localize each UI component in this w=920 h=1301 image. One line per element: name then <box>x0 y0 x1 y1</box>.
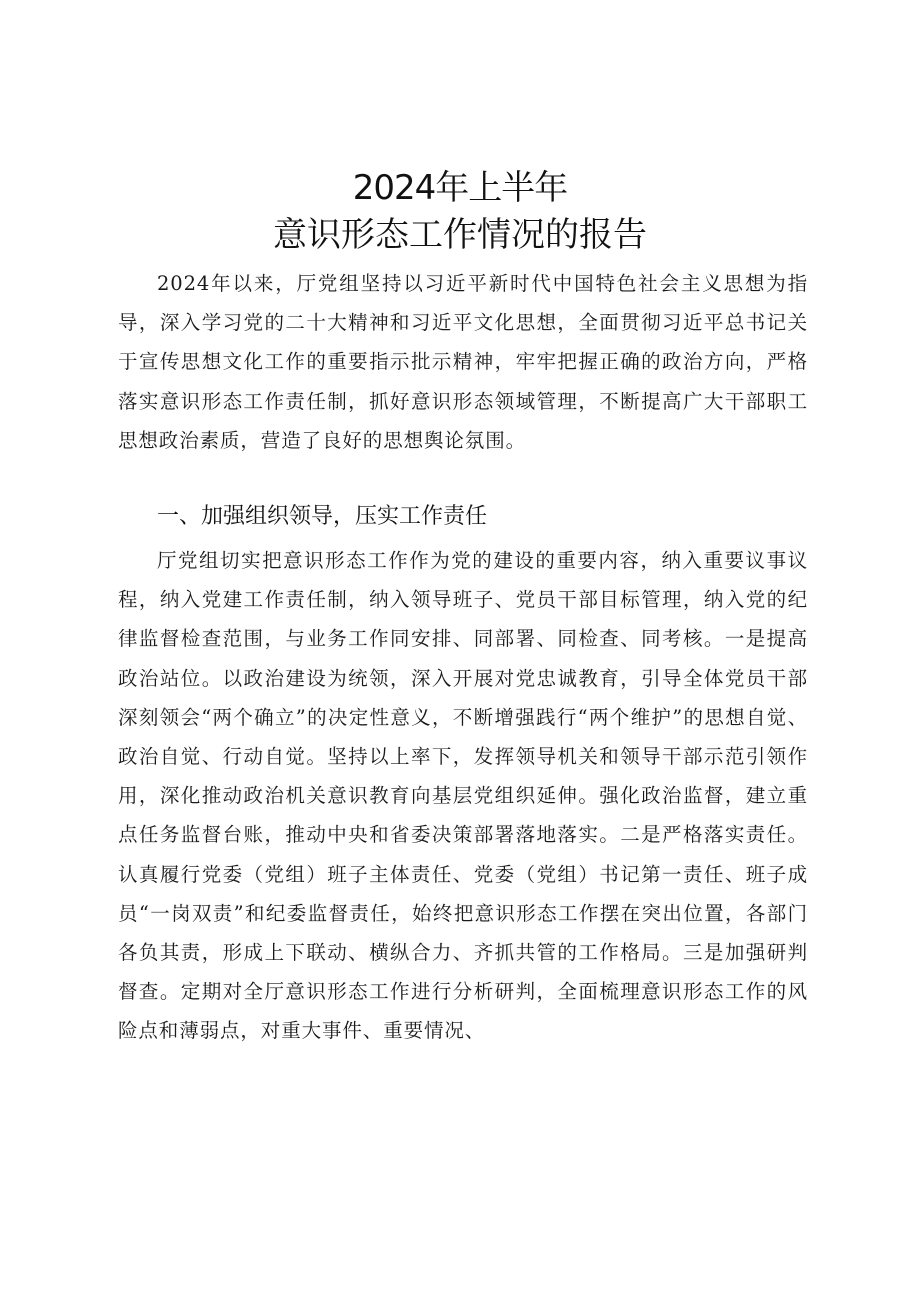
document-title-line2: 意识形态工作情况的报告 <box>273 215 647 255</box>
intro-paragraph: 2024年以来，厅党组坚持以习近平新时代中国特色社会主义思想为指导，深入学习党的二十大精神和习近平文化思想，全面贯彻习近平总书记关于宣传思想文化工作的重要指示批示精神，牢牢把握正确的政治方向，严格落实意识形态工作责任制，抓好意识形态领域管理，不断提高广大干部职工思想政治素质，营造了良好的思想舆论氛围。 <box>118 272 808 452</box>
section-heading: 一、加强组织领导，压实工作责任 <box>157 504 488 529</box>
section-paragraph: 厅党组切实把意识形态工作作为党的建设的重要内容，纳入重要议事议程，纳入党建工作责任制，纳入领导班子、党员干部目标管理，纳入党的纪律监督检查范围，与业务工作同安排、同部署、同检查、同考核。一是提高政治站位。以政治建设为统领，深入开展对党忠诚教育，引导全体党员干部深刻领会“两个确立”的决定性意义，不断增强践行“两个维护”的思想自觉、政治自觉、行动自觉。坚持以上率下，发挥领导机关和领导干部示范引领作用，深化推动政治机关意识教育向基层党组织延伸。强化政治监督，建立重点任务监督台账，推动中央和省委决策部署落地落实。二是严格落实责任。认真履行党委（党组）班子主体责任、党委（党组）书记第一责任、班子成员“一岗双责”和纪委监督责任，始终把意识形态工作摆在突出位置，各部门各负其责，形成上下联动、横纵合力、齐抓共管的工作格局。三是加强研判督查。定期对全厅意识形态工作进行分析研判，全面梳理意识形态工作的风险点和薄弱点，对重大事件、重要情况、 <box>118 549 808 1043</box>
document-title-line1: 2024年上半年 <box>352 168 568 208</box>
